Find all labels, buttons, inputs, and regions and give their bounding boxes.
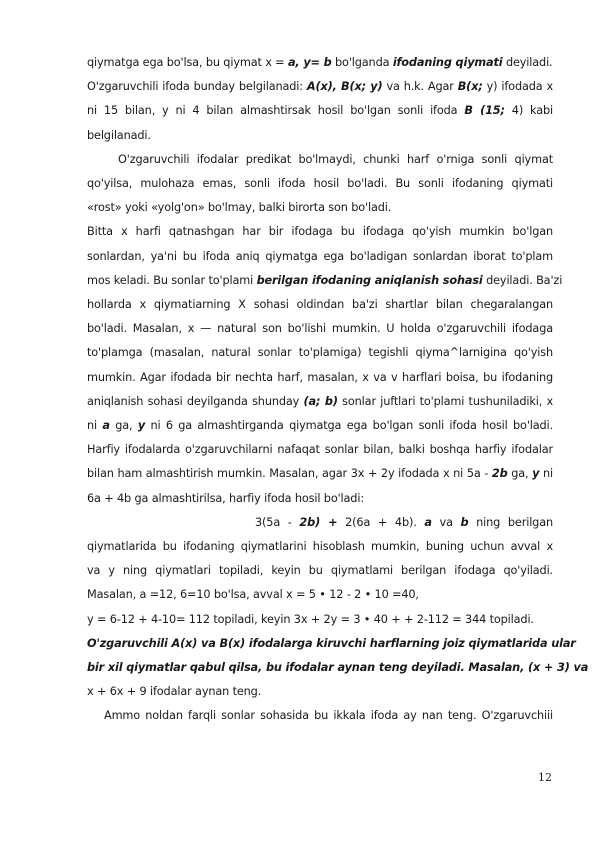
text-line	[87, 613, 553, 629]
text-line	[118, 153, 553, 169]
text-segment: Masalan, a =12, 6=10 bo'lsa, avval x = 5 • 12 - 2 • 10 =40,	[87, 588, 419, 602]
text-segment: bo'lganda	[331, 56, 393, 69]
text-segment: hollarda x qiymatiarning X sohasi oldindan ba'zi shartlar bilan chegaralangan	[87, 298, 553, 311]
text-segment: ni	[87, 419, 103, 432]
text-segment: 3(5a -	[255, 515, 300, 529]
text-segment: va y ning qiymatlari topiladi, keyin bu qiymatlami berilgan ifodaga qo'yiladi.	[87, 564, 553, 578]
emphasis-text: B(x;	[457, 80, 483, 94]
text-line	[87, 419, 553, 435]
text-segment: qo'yilsa, mulohaza emas, sonli ifoda hosil bo'ladi. Bu sonli ifodaning qiymati	[87, 177, 553, 190]
text-line	[87, 298, 553, 314]
text-segment: y = 6-12 + 4-10= 112 topiladi, keyin 3x + 2y = 3 • 40 + + 2-112 = 344 topiladi.	[87, 612, 534, 626]
emphasis-text: y	[532, 467, 540, 481]
text-line	[87, 104, 553, 120]
text-line	[87, 636, 576, 653]
text-line	[87, 588, 553, 604]
emphasis-text: (a; b)	[303, 394, 338, 408]
text-line	[87, 395, 553, 411]
emphasis-text: bir xil qiymatlar qabul qilsa, bu ifodalar aynan teng deyiladi. Masalan, (x + 3) va	[87, 661, 589, 674]
text-line	[87, 80, 553, 96]
text-line	[87, 540, 553, 556]
text-segment: belgilanadi.	[87, 128, 151, 142]
text-segment: y) ifodada x	[482, 80, 553, 94]
text-segment: ni	[539, 467, 553, 481]
emphasis-text: a, y= b	[287, 56, 332, 69]
text-line	[87, 201, 553, 217]
text-segment: x + 6x + 9 ifodalar aynan teng.	[87, 685, 262, 699]
text-line	[87, 685, 553, 701]
emphasis-text: 2b	[491, 467, 508, 481]
emphasis-text: A(x), B(x; y)	[306, 80, 383, 94]
text-line	[87, 661, 589, 677]
text-line	[87, 129, 553, 145]
text-segment: sonlardan, ya'ni bu ifoda aniq qiymatga ega bo'ladigan sonlardan iborat to'plam	[87, 249, 553, 263]
text-segment: 2(6a + 4b).	[337, 515, 425, 529]
text-segment: va h.k. Agar	[382, 80, 458, 94]
text-segment: deyiladi. Ba'zi	[482, 273, 563, 287]
text-segment: O'zgaruvchili ifodalar predikat bo'lmaydi, chunki harf o'rniga sonli qiymat	[118, 152, 553, 166]
text-line	[87, 346, 553, 362]
text-segment: sonlar juftlari to'plami tushuniladiki, x	[337, 394, 553, 408]
text-segment: bilan ham almashtirish mumkin. Masalan, agar 3x + 2y ifodada x ni 5a -	[87, 467, 492, 481]
text-line	[87, 492, 553, 508]
text-line	[87, 371, 553, 387]
text-segment: bo'ladi. Masalan, x — natural son bo'lishi mumkin. U holda o'zgaruvchili ifodaga	[87, 322, 553, 336]
text-segment: ga,	[507, 467, 533, 481]
text-segment: Bitta x harfi qatnashgan har bir ifodaga bu ifodaga qo'yish mumkin bo'lgan	[87, 225, 553, 239]
text-segment: qiymatga ega bo'lsa, bu qiymat x =	[87, 56, 288, 69]
text-segment: ning berilgan	[468, 515, 553, 529]
text-segment: deyiladi.	[502, 56, 553, 69]
text-segment: ni 6 ga almashtirganda qiymatga ega bo'lgan sonli ifoda hosil bo'ladi.	[145, 419, 553, 432]
page-number: 12	[538, 771, 552, 784]
emphasis-text: ifodaning qiymati	[392, 56, 503, 69]
emphasis-text: a	[424, 515, 432, 529]
text-line	[255, 516, 553, 532]
text-line	[87, 225, 553, 241]
text-segment: mos keladi. Bu sonlar to'plami	[87, 273, 257, 287]
text-segment: ni 15 bilan, y ni 4 bilan almashtirsak hosil bo'lgan sonli ifoda	[87, 104, 465, 118]
text-segment: Ammo noldan farqli sonlar sohasida bu ikkala ifoda ay nan teng. O'zgaruvchiii	[104, 709, 553, 723]
text-segment: O'zgaruvchili ifoda bunday belgilanadi:	[87, 80, 307, 94]
text-segment: Harfiy ifodalarda o'zgaruvchilarni nafaqat sonlar bilan, balki boshqa harfiy ifodalar	[87, 443, 553, 457]
emphasis-text: a	[102, 419, 110, 432]
text-line	[87, 564, 553, 580]
emphasis-text: B (15;	[464, 104, 505, 118]
text-line	[87, 177, 553, 193]
text-line	[87, 273, 563, 290]
text-segment: to'plamga (masalan, natural sonlar to'plamiga) tegishli qiyma^larnigina qo'yish	[87, 346, 553, 360]
text-segment: va	[431, 515, 461, 529]
text-line	[87, 322, 553, 338]
emphasis-text: berilgan ifodaning aniqlanish sohasi	[256, 273, 483, 287]
text-segment: mumkin. Agar ifodada bir nechta harf, masalan, x va v harflari boisa, bu ifodaning	[87, 370, 553, 384]
text-segment: 4) kabi	[504, 104, 554, 118]
emphasis-text: b	[460, 515, 469, 529]
text-line	[104, 709, 553, 725]
emphasis-text: 2b) +	[299, 515, 338, 529]
text-line	[87, 467, 553, 483]
text-segment: 6a + 4b ga almashtirilsa, harfiy ifoda hosil bo'ladi:	[87, 491, 364, 505]
text-line	[87, 56, 553, 72]
emphasis-text: O'zgaruvchili A(x) va B(x) ifodalarga kiruvchi harflarning joiz qiymatlarida ular	[87, 636, 576, 650]
text-line	[87, 443, 553, 459]
emphasis-text: y	[137, 419, 146, 432]
text-segment: ga,	[109, 419, 138, 432]
text-line	[87, 250, 553, 266]
text-segment: qiymatlarida bu ifodaning qiymatlarini hisoblash mumkin, buning uchun avval x	[87, 540, 553, 553]
text-segment: «rost» yoki «yolg'on» bo'lmay, balki birorta son bo'ladi.	[87, 201, 392, 215]
text-segment: aniqlanish sohasi deyilganda shunday	[87, 394, 304, 408]
